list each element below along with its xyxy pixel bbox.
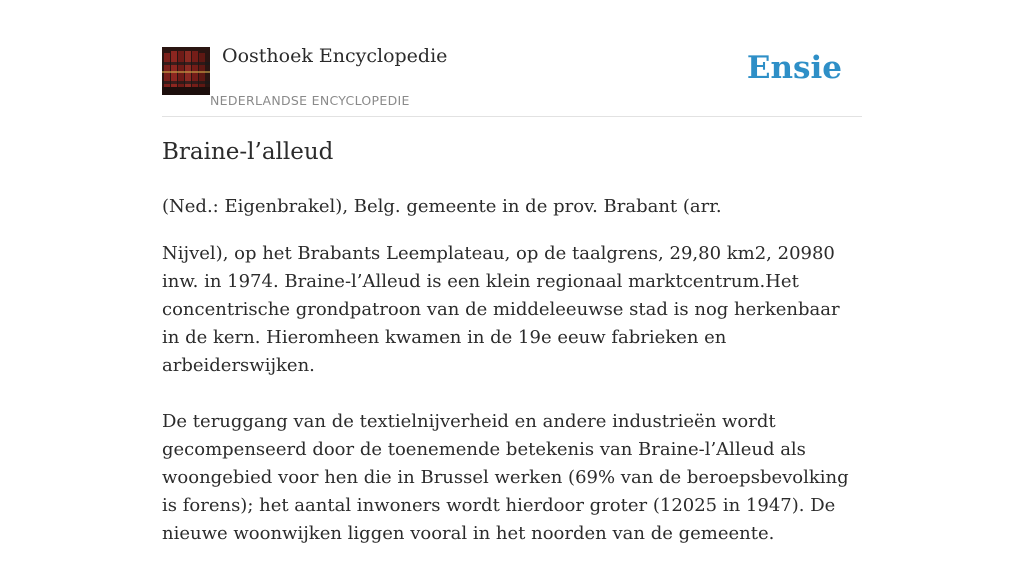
site-subtitle: NEDERLANDSE ENCYCLOPEDIE bbox=[210, 93, 410, 108]
article-paragraph: Nijvel), op het Brabants Leemplateau, op de taalgrens, 29,80 km2, 20980 inw. in 1974. Braine-l’Alleud is een klein regionaal marktcentrum.Het concentrische grondpatroon van de middeleeuwse stad is nog herkenbaar in de kern. Hieromheen kwamen in de 19e eeuw fabrieken en arbeiderswijken. bbox=[162, 243, 840, 376]
article-title: Braine-l’alleud bbox=[162, 139, 334, 165]
article-body bbox=[162, 240, 862, 576]
encyclopedia-books-avatar[interactable] bbox=[162, 47, 210, 95]
page-container bbox=[162, 0, 862, 544]
books-icon bbox=[162, 47, 210, 95]
site-header bbox=[162, 0, 862, 117]
site-title[interactable]: Oosthoek Encyclopedie bbox=[222, 45, 448, 67]
article-lead: (Ned.: Eigenbrakel), Belg. gemeente in de prov. Brabant (arr. bbox=[162, 196, 722, 217]
article-paragraph: De teruggang van de textielnijverheid en andere industrieën wordt gecompenseerd door de toenemende betekenis van Braine-l’Alleud als woongebied voor hen die in Brussel werken (69% van de beroepsbevolking is forens); het aantal inwoners wordt hierdoor groter (12025 in 1947). De nieuwe woonwijken liggen vooral in het noorden van de gemeente. bbox=[162, 411, 849, 544]
ensie-logo-link[interactable]: Ensie bbox=[746, 50, 842, 86]
